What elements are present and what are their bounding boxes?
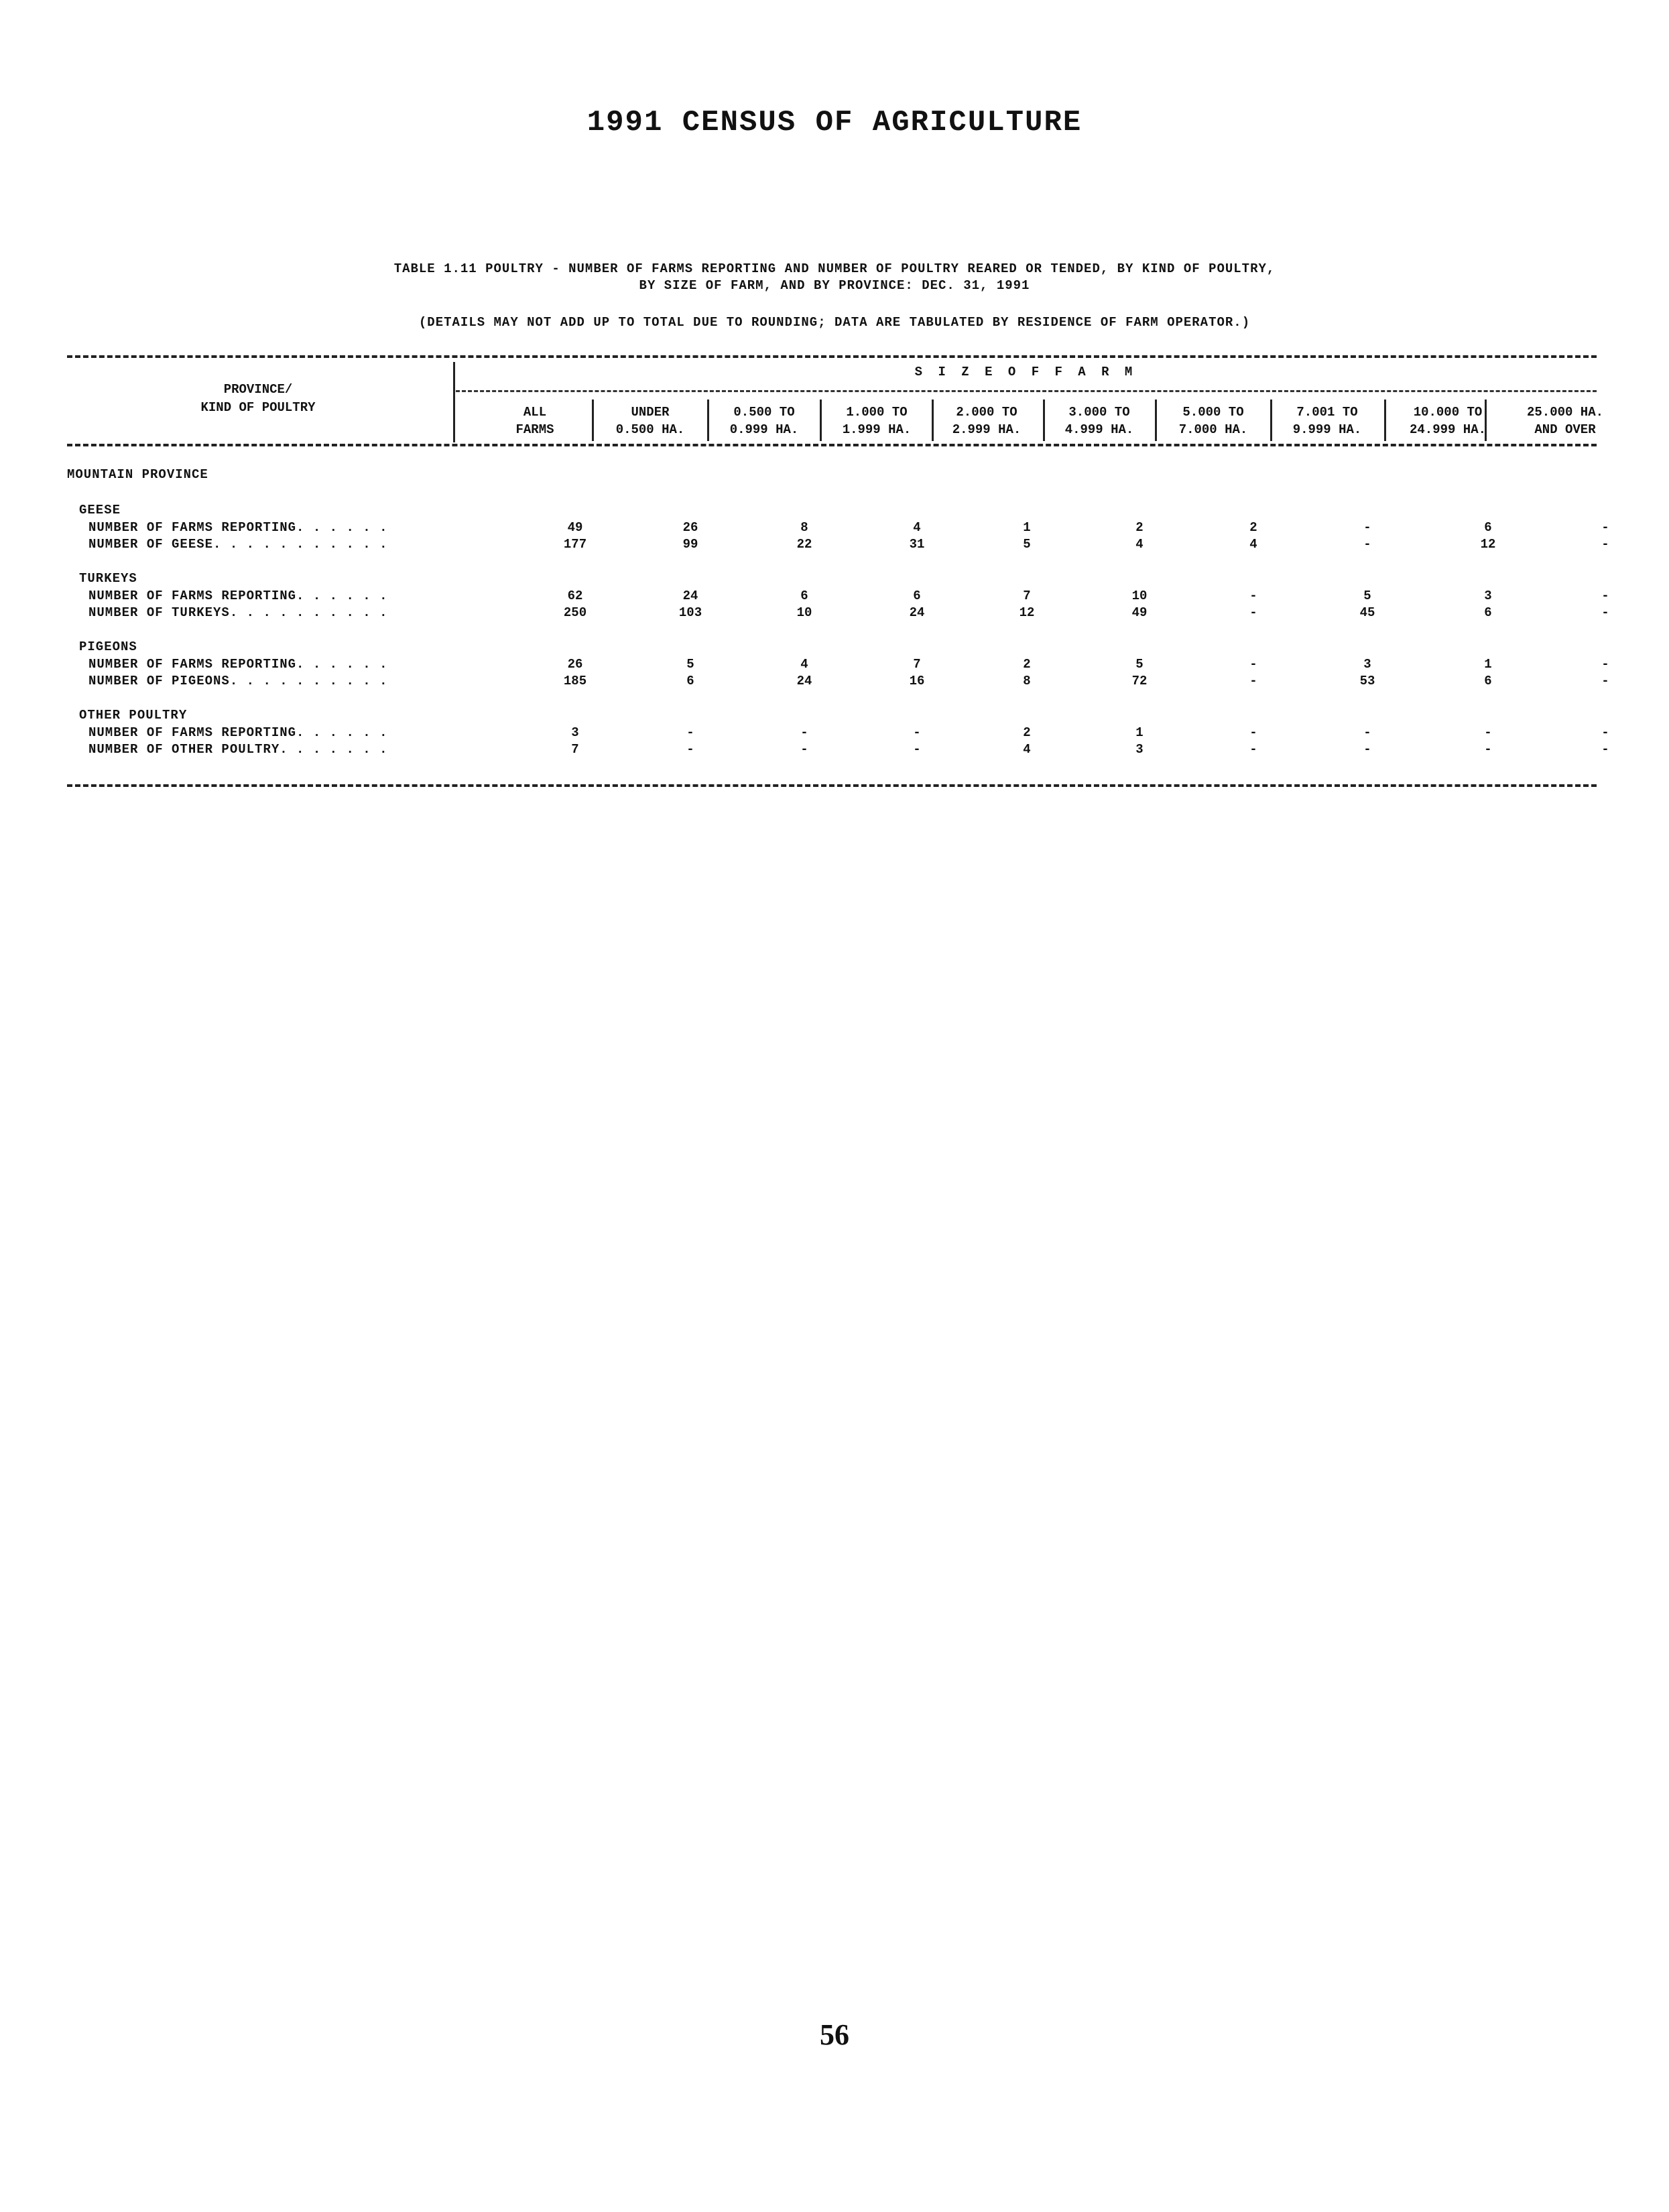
column-divider bbox=[1043, 400, 1045, 441]
header-bottom-rule bbox=[67, 444, 1597, 446]
table-cell: - bbox=[1249, 725, 1257, 740]
table-cell: 6 bbox=[686, 674, 694, 688]
table-cell: 8 bbox=[1023, 674, 1031, 688]
column-header-line1: 3.000 TO bbox=[1068, 405, 1130, 420]
table-cell: 103 bbox=[678, 605, 702, 620]
table-cell: - bbox=[1601, 674, 1609, 688]
table-cell: 3 bbox=[1363, 657, 1371, 672]
column-header bbox=[1391, 404, 1505, 438]
row-label: NUMBER OF FARMS REPORTING. . . . . . bbox=[88, 589, 388, 603]
table-cell: - bbox=[1601, 742, 1609, 757]
table-cell: 7 bbox=[571, 742, 579, 757]
stub-divider bbox=[453, 362, 455, 442]
table-row bbox=[0, 742, 1669, 759]
table-cell: - bbox=[800, 725, 808, 740]
row-label: NUMBER OF FARMS REPORTING. . . . . . bbox=[88, 657, 388, 672]
table-cell: 16 bbox=[909, 674, 925, 688]
table-cell: - bbox=[686, 725, 694, 740]
row-label: NUMBER OF PIGEONS. . . . . . . . . . bbox=[88, 674, 388, 688]
stub-header-line1: PROVINCE/ bbox=[223, 382, 293, 397]
table-cell: 99 bbox=[682, 537, 698, 552]
column-divider bbox=[707, 400, 709, 441]
table-cell: - bbox=[1363, 742, 1371, 757]
column-header-line2: 9.999 HA. bbox=[1292, 422, 1362, 437]
table-title: TABLE 1.11 POULTRY - NUMBER OF FARMS REPORTING AND NUMBER OF POULTRY REARED OR TENDED, BY KIND OF POULTRY, bbox=[393, 261, 1276, 276]
page-title: 1991 CENSUS OF AGRICULTURE bbox=[586, 106, 1083, 139]
column-header bbox=[478, 404, 592, 438]
column-header bbox=[1156, 404, 1270, 438]
table-cell: 45 bbox=[1359, 605, 1375, 620]
table-cell: 1 bbox=[1135, 725, 1143, 740]
table-cell: 62 bbox=[567, 589, 583, 603]
table-cell: - bbox=[1363, 537, 1371, 552]
table-cell: 6 bbox=[1484, 520, 1492, 535]
table-cell: 10 bbox=[1131, 589, 1148, 603]
column-header bbox=[820, 404, 934, 438]
column-header bbox=[1270, 404, 1384, 438]
table-cell: 5 bbox=[686, 657, 694, 672]
table-cell: 49 bbox=[1131, 605, 1148, 620]
table-cell: 6 bbox=[913, 589, 921, 603]
column-header-line2: 1.999 HA. bbox=[842, 422, 912, 437]
column-header-line1: UNDER bbox=[631, 405, 670, 420]
size-of-farm-spanner: S I Z E O F F A R M bbox=[914, 365, 1137, 379]
table-cell: 4 bbox=[1249, 537, 1257, 552]
table-cell: 250 bbox=[563, 605, 587, 620]
column-divider bbox=[1270, 400, 1272, 441]
table-cell: - bbox=[1601, 605, 1609, 620]
column-header-line1: 0.500 TO bbox=[733, 405, 795, 420]
table-cell: 7 bbox=[1023, 589, 1031, 603]
table-cell: 6 bbox=[1484, 605, 1492, 620]
column-header-line1: 2.000 TO bbox=[956, 405, 1017, 420]
table-cell: - bbox=[1601, 657, 1609, 672]
group-label: OTHER POULTRY bbox=[79, 708, 188, 723]
group-label: GEESE bbox=[79, 503, 121, 517]
table-cell: - bbox=[1249, 742, 1257, 757]
table-cell: 5 bbox=[1135, 657, 1143, 672]
row-label: NUMBER OF FARMS REPORTING. . . . . . bbox=[88, 725, 388, 740]
column-header bbox=[930, 404, 1044, 438]
column-divider bbox=[1155, 400, 1157, 441]
table-cell: 5 bbox=[1363, 589, 1371, 603]
table-cell: - bbox=[1484, 742, 1492, 757]
table-cell: 22 bbox=[796, 537, 812, 552]
table-cell: 8 bbox=[800, 520, 808, 535]
table-cell: 4 bbox=[1135, 537, 1143, 552]
table-subtitle: BY SIZE OF FARM, AND BY PROVINCE: DEC. 31, 1991 bbox=[639, 278, 1030, 293]
table-cell: - bbox=[1601, 537, 1609, 552]
table-cell: - bbox=[913, 725, 921, 740]
table-cell: 26 bbox=[567, 657, 583, 672]
table-cell: 4 bbox=[913, 520, 921, 535]
column-divider bbox=[932, 400, 934, 441]
table-row bbox=[0, 520, 1669, 538]
table-cell: - bbox=[686, 742, 694, 757]
column-header bbox=[1508, 404, 1622, 438]
table-cell: 5 bbox=[1023, 537, 1031, 552]
table-top-rule bbox=[67, 355, 1597, 358]
table-cell: 2 bbox=[1023, 657, 1031, 672]
table-cell: 6 bbox=[800, 589, 808, 603]
table-cell: 3 bbox=[571, 725, 579, 740]
column-divider bbox=[1485, 400, 1487, 441]
table-cell: - bbox=[1601, 589, 1609, 603]
stub-header bbox=[67, 381, 449, 417]
table-cell: 2 bbox=[1023, 725, 1031, 740]
table-cell: 10 bbox=[796, 605, 812, 620]
group-label: TURKEYS bbox=[79, 571, 137, 586]
table-cell: - bbox=[1249, 657, 1257, 672]
column-header-line1: ALL bbox=[523, 405, 547, 420]
column-header-line1: 5.000 TO bbox=[1182, 405, 1244, 420]
column-header-line2: 0.999 HA. bbox=[729, 422, 799, 437]
column-divider bbox=[592, 400, 594, 441]
table-cell: - bbox=[913, 742, 921, 757]
column-header bbox=[593, 404, 707, 438]
table-note: (DETAILS MAY NOT ADD UP TO TOTAL DUE TO ROUNDING; DATA ARE TABULATED BY RESIDENCE OF FARM OPERATOR.) bbox=[418, 315, 1251, 330]
table-cell: 185 bbox=[563, 674, 587, 688]
table-cell: 24 bbox=[682, 589, 698, 603]
row-label: NUMBER OF GEESE. . . . . . . . . . . bbox=[88, 537, 388, 552]
table-cell: - bbox=[1249, 674, 1257, 688]
table-cell: 2 bbox=[1135, 520, 1143, 535]
column-divider bbox=[1384, 400, 1386, 441]
table-cell: - bbox=[1484, 725, 1492, 740]
column-header-line2: 24.999 HA. bbox=[1409, 422, 1487, 437]
row-label: NUMBER OF TURKEYS. . . . . . . . . . bbox=[88, 605, 388, 620]
table-cell: - bbox=[1363, 725, 1371, 740]
table-cell: 49 bbox=[567, 520, 583, 535]
table-cell: 72 bbox=[1131, 674, 1148, 688]
table-cell: 3 bbox=[1135, 742, 1143, 757]
column-divider bbox=[820, 400, 822, 441]
table-cell: - bbox=[800, 742, 808, 757]
table-row bbox=[0, 589, 1669, 606]
table-cell: 24 bbox=[909, 605, 925, 620]
table-bottom-rule bbox=[67, 784, 1597, 787]
column-header-line2: FARMS bbox=[515, 422, 554, 437]
table-row bbox=[0, 674, 1669, 691]
table-cell: 12 bbox=[1480, 537, 1496, 552]
table-cell: 6 bbox=[1484, 674, 1492, 688]
table-row bbox=[0, 725, 1669, 743]
table-cell: 2 bbox=[1249, 520, 1257, 535]
table-row bbox=[0, 605, 1669, 623]
table-cell: - bbox=[1363, 520, 1371, 535]
table-cell: - bbox=[1249, 589, 1257, 603]
table-row bbox=[0, 537, 1669, 554]
column-header-line2: 7.000 HA. bbox=[1178, 422, 1248, 437]
group-label: PIGEONS bbox=[79, 639, 137, 654]
stub-header-line2: KIND OF POULTRY bbox=[200, 400, 316, 415]
column-header-line2: 0.500 HA. bbox=[615, 422, 685, 437]
column-header bbox=[1042, 404, 1156, 438]
table-cell: 7 bbox=[913, 657, 921, 672]
page-number: 56 bbox=[820, 2018, 849, 2051]
table-cell: 1 bbox=[1023, 520, 1031, 535]
table-cell: 4 bbox=[1023, 742, 1031, 757]
table-row bbox=[0, 657, 1669, 674]
column-header-line1: 25.000 HA. bbox=[1526, 405, 1604, 420]
table-cell: 31 bbox=[909, 537, 925, 552]
column-header bbox=[707, 404, 821, 438]
row-label: NUMBER OF OTHER POULTRY. . . . . . . bbox=[88, 742, 388, 757]
row-label: NUMBER OF FARMS REPORTING. . . . . . bbox=[88, 520, 388, 535]
table-cell: - bbox=[1249, 605, 1257, 620]
table-cell: 3 bbox=[1484, 589, 1492, 603]
table-cell: 26 bbox=[682, 520, 698, 535]
spanner-rule bbox=[456, 390, 1597, 392]
table-cell: 4 bbox=[800, 657, 808, 672]
column-header-line1: 10.000 TO bbox=[1413, 405, 1483, 420]
column-header-line1: 1.000 TO bbox=[846, 405, 908, 420]
table-cell: 177 bbox=[563, 537, 587, 552]
table-cell: 1 bbox=[1484, 657, 1492, 672]
column-header-line2: 2.999 HA. bbox=[952, 422, 1022, 437]
table-cell: 12 bbox=[1019, 605, 1035, 620]
province-label: MOUNTAIN PROVINCE bbox=[67, 467, 208, 482]
column-header-line2: 4.999 HA. bbox=[1064, 422, 1134, 437]
column-header-line2: AND OVER bbox=[1534, 422, 1596, 437]
table-cell: - bbox=[1601, 725, 1609, 740]
table-cell: 24 bbox=[796, 674, 812, 688]
table-cell: 53 bbox=[1359, 674, 1375, 688]
table-cell: - bbox=[1601, 520, 1609, 535]
column-header-line1: 7.001 TO bbox=[1296, 405, 1358, 420]
